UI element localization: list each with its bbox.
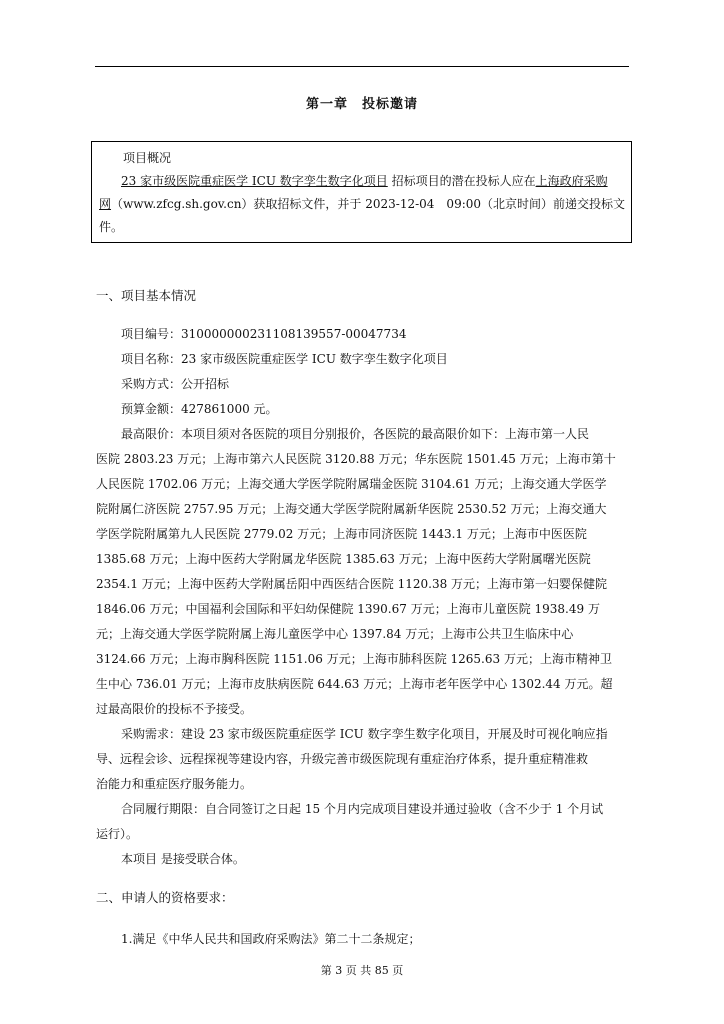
section1-heading: 一、项目基本情况 xyxy=(96,288,197,303)
max-price-line: 最高限价：本项目须对各医院的项目分别报价，各医院的最高限价如下：上海市第一人民 xyxy=(121,427,590,441)
qualification-item: 1.满足《中华人民共和国政府采购法》第二十二条规定； xyxy=(121,932,421,946)
max-price-line: 学医学院附属第九人民医院 2779.02 万元；上海市同济医院 1443.1 万元；上海市中医医院 xyxy=(96,527,587,541)
max-price-line: 3124.66 万元；上海市胸科医院 1151.06 万元；上海市肺科医院 1265.63 万元；上海市精神卫 xyxy=(96,652,612,666)
overview-site-tail[interactable]: 网 xyxy=(99,197,112,211)
overview-text-a: 招标项目的潜在投标人应在 xyxy=(387,174,536,188)
demand-line: 治能力和重症医疗服务能力。 xyxy=(96,777,253,791)
budget-amount: 预算金额：427861000 元。 xyxy=(121,402,278,416)
max-price-line: 1846.06 万元；中国福利会国际和平妇幼保健院 1390.67 万元；上海市儿童医院 1938.49 万 xyxy=(96,602,600,616)
overview-line-3: 件。 xyxy=(99,220,124,234)
demand-line: 导、远程会诊、远程探视等建设内容，升级完善市级医院现有重症治疗体系，提升重症精准救 xyxy=(96,752,589,766)
max-price-line: 医院 2803.23 万元；上海市第六人民医院 3120.88 万元；华东医院 1501.45 万元；上海市第十 xyxy=(96,452,616,466)
consortium-note: 本项目 是接受联合体。 xyxy=(121,852,245,866)
max-price-line: 1385.68 万元；上海中医药大学附属龙华医院 1385.63 万元；上海中医药大学附属曙光医院 xyxy=(96,552,591,566)
max-price-line: 生中心 736.01 万元；上海市皮肤病医院 644.63 万元；上海市老年医学中心 1302.44 万元。超 xyxy=(96,677,613,691)
overview-label: 项目概况 xyxy=(123,151,172,165)
project-name: 项目名称：23 家市级医院重症医学 ICU 数字孪生数字化项目 xyxy=(121,352,448,366)
section2-heading: 二、申请人的资格要求： xyxy=(96,890,234,905)
overview-line-2 xyxy=(99,195,625,212)
max-price-line: 院附属仁济医院 2757.95 万元；上海交通大学医学院附属新华医院 2530.52 万元；上海交通大 xyxy=(96,502,607,516)
header-rule xyxy=(95,66,629,67)
project-number: 项目编号：310000000231108139557-00047734 xyxy=(121,327,407,341)
overview-line-1 xyxy=(121,172,608,189)
chapter-title: 第一章 投标邀请 xyxy=(305,97,418,112)
max-price-line: 过最高限价的投标不予接受。 xyxy=(96,702,253,716)
max-price-line: 元；上海交通大学医学院附属上海儿童医学中心 1397.84 万元；上海市公共卫生临床中心 xyxy=(96,627,574,641)
max-price-line: 人民医院 1702.06 万元；上海交通大学医学院附属瑞金医院 3104.61 万元；上海交通大学医学 xyxy=(96,477,607,491)
contract-period-line: 合同履行期限：自合同签订之日起 15 个月内完成项目建设并通过验收（含不少于 1 个月试 xyxy=(121,802,604,816)
overview-site-link[interactable]: 上海政府采购 xyxy=(535,174,608,188)
overview-line-2-text: （www.zfcg.sh.gov.cn）获取招标文件，并于 2023-12-04 09:00（北京时间）前递交投标文 xyxy=(111,197,626,211)
procurement-method: 采购方式：公开招标 xyxy=(121,377,230,391)
contract-period-line: 运行）。 xyxy=(96,827,139,841)
overview-project-name: 23 家市级医院重症医学 ICU 数字孪生数字化项目 xyxy=(121,174,388,188)
page-footer: 第 3 页 共 85 页 xyxy=(320,964,404,977)
max-price-line: 2354.1 万元；上海中医药大学附属岳阳中西医结合医院 1120.38 万元；上海市第一妇婴保健院 xyxy=(96,577,608,591)
overview-box xyxy=(91,141,632,243)
demand-line: 采购需求：建设 23 家市级医院重症医学 ICU 数字孪生数字化项目，开展及时可视化响应指 xyxy=(121,727,608,741)
